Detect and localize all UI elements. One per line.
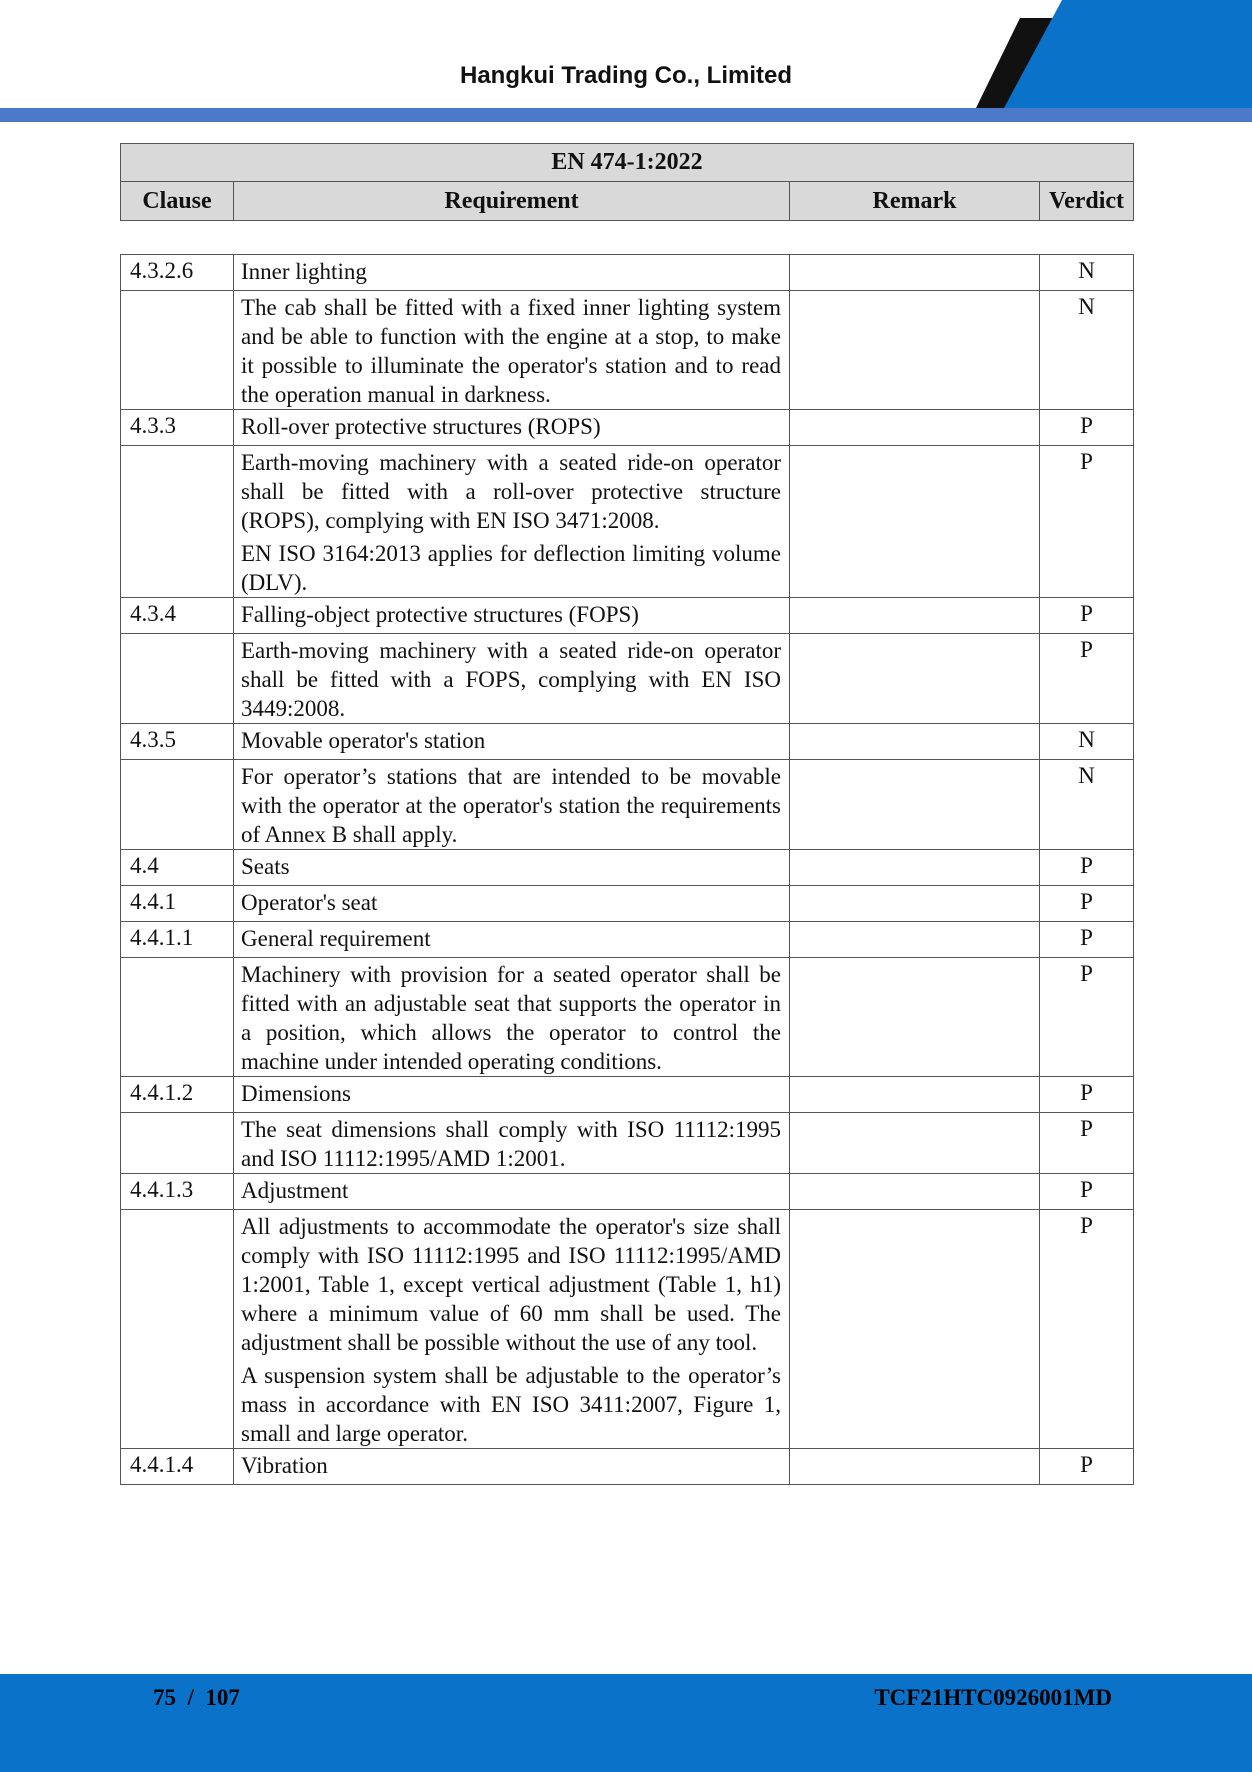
requirement-cell: [234, 1449, 790, 1485]
table-row: [121, 1210, 1134, 1449]
verdict-cell: P: [1040, 886, 1134, 922]
table-row: [121, 1449, 1134, 1485]
requirement-cell: [234, 1113, 790, 1174]
page-number: 75 / 107: [153, 1685, 240, 1710]
remark-cell: [790, 255, 1040, 291]
column-header-verdict: Verdict: [1040, 182, 1134, 221]
table-row: [121, 922, 1134, 958]
remark-cell: [790, 958, 1040, 1077]
remark-cell: [790, 1113, 1040, 1174]
remark-cell: [790, 291, 1040, 410]
verdict-cell: P: [1040, 922, 1134, 958]
clause-cell: [121, 760, 234, 850]
requirement-cell: [234, 922, 790, 958]
requirement-cell: [234, 446, 790, 598]
requirement-text: All adjustments to accommodate the operator's size shall comply with ISO 11112:1995 and ISO 11112:1995/AMD 1:2001, Table 1, except vertical adjustment (Table 1, h1) where a minimum value of 60 mm shall be used. The adjustment shall be possible without the use of any tool.: [241, 1214, 781, 1355]
clause-cell: [121, 1113, 234, 1174]
clause-cell: 4.3.2.6: [121, 255, 234, 291]
requirement-cell: [234, 886, 790, 922]
verdict-cell: P: [1040, 634, 1134, 724]
requirement-text: Seats: [241, 854, 290, 879]
table-row: [121, 850, 1134, 886]
requirement-text: The cab shall be fitted with a fixed inner lighting system and be able to function with the engine at a stop, to make it possible to illuminate the operator's station and to read the operation manual in darkness.: [241, 295, 781, 407]
requirements-table: [120, 254, 1134, 1485]
clause-cell: 4.4.1: [121, 886, 234, 922]
verdict-cell: N: [1040, 291, 1134, 410]
table-row: [121, 1174, 1134, 1210]
requirement-text: For operator’s stations that are intended to be movable with the operator at the operator's station the requirements of Annex B shall apply.: [241, 764, 781, 847]
remark-cell: [790, 446, 1040, 598]
requirement-text: Movable operator's station: [241, 728, 486, 753]
requirement-text: Machinery with provision for a seated operator shall be fitted with an adjustable seat that supports the operator in a position, which allows the operator to control the machine under intended operating conditions.: [241, 962, 781, 1074]
verdict-cell: P: [1040, 958, 1134, 1077]
requirement-text: Roll-over protective structures (ROPS): [241, 414, 601, 439]
remark-cell: [790, 1077, 1040, 1113]
verdict-cell: P: [1040, 1077, 1134, 1113]
verdict-cell: N: [1040, 724, 1134, 760]
header-corner-decoration: [0, 0, 1252, 122]
table-row: [121, 291, 1134, 410]
table-row: [121, 598, 1134, 634]
requirement-text: General requirement: [241, 926, 431, 951]
requirement-cell: [234, 760, 790, 850]
table-row: [121, 958, 1134, 1077]
remark-cell: [790, 1449, 1040, 1485]
column-header-requirement: Requirement: [234, 182, 790, 221]
requirement-text: Inner lighting: [241, 259, 367, 284]
remark-cell: [790, 1210, 1040, 1449]
requirement-text: Vibration: [241, 1453, 328, 1478]
clause-cell: 4.4.1.3: [121, 1174, 234, 1210]
table-row: [121, 1077, 1134, 1113]
verdict-cell: P: [1040, 1174, 1134, 1210]
header-bar: [0, 108, 1252, 122]
verdict-cell: N: [1040, 255, 1134, 291]
clause-cell: [121, 1210, 234, 1449]
clause-cell: 4.4.1.4: [121, 1449, 234, 1485]
table-row: [121, 760, 1134, 850]
requirement-text: EN ISO 3164:2013 applies for deflection limiting volume (DLV).: [241, 541, 781, 595]
verdict-cell: P: [1040, 1113, 1134, 1174]
clause-cell: [121, 634, 234, 724]
clause-cell: [121, 291, 234, 410]
requirement-cell: [234, 598, 790, 634]
table-row: [121, 446, 1134, 598]
requirement-cell: [234, 724, 790, 760]
remark-cell: [790, 410, 1040, 446]
clause-cell: 4.3.4: [121, 598, 234, 634]
table-row: [121, 724, 1134, 760]
clause-cell: 4.3.5: [121, 724, 234, 760]
requirement-cell: [234, 850, 790, 886]
standard-header-table: [120, 143, 1134, 221]
remark-cell: [790, 850, 1040, 886]
requirement-text: Adjustment: [241, 1178, 349, 1203]
requirement-cell: [234, 255, 790, 291]
clause-cell: 4.3.3: [121, 410, 234, 446]
column-header-clause: Clause: [121, 182, 234, 221]
verdict-cell: P: [1040, 1210, 1134, 1449]
requirement-text: Earth-moving machinery with a seated ride-on operator shall be fitted with a roll-over protective structure (ROPS), complying with EN ISO 3471:2008.: [241, 450, 781, 533]
remark-cell: [790, 598, 1040, 634]
table-row: [121, 410, 1134, 446]
requirement-cell: [234, 410, 790, 446]
requirement-cell: [234, 1077, 790, 1113]
clause-cell: 4.4.1.1: [121, 922, 234, 958]
verdict-cell: N: [1040, 760, 1134, 850]
remark-cell: [790, 760, 1040, 850]
remark-cell: [790, 724, 1040, 760]
company-name: Hangkui Trading Co., Limited: [459, 62, 792, 89]
table-row: [121, 1113, 1134, 1174]
column-header-remark: Remark: [790, 182, 1040, 221]
verdict-cell: P: [1040, 446, 1134, 598]
table-row: [121, 255, 1134, 291]
requirement-text: Falling-object protective structures (FOPS): [241, 602, 639, 627]
table-row: [121, 634, 1134, 724]
remark-cell: [790, 886, 1040, 922]
clause-cell: [121, 958, 234, 1077]
requirement-cell: [234, 1174, 790, 1210]
requirement-text: Earth-moving machinery with a seated ride-on operator shall be fitted with a FOPS, complying with EN ISO 3449:2008.: [241, 638, 781, 721]
verdict-cell: P: [1040, 1449, 1134, 1485]
requirement-text: Operator's seat: [241, 890, 378, 915]
requirement-cell: [234, 634, 790, 724]
requirement-text: The seat dimensions shall comply with ISO 11112:1995 and ISO 11112:1995/AMD 1:2001.: [241, 1117, 781, 1171]
requirement-cell: [234, 1210, 790, 1449]
requirement-cell: [234, 958, 790, 1077]
standard-title: EN 474-1:2022: [121, 144, 1134, 182]
verdict-cell: P: [1040, 598, 1134, 634]
clause-cell: 4.4: [121, 850, 234, 886]
verdict-cell: P: [1040, 850, 1134, 886]
clause-cell: 4.4.1.2: [121, 1077, 234, 1113]
requirement-cell: [234, 291, 790, 410]
verdict-cell: P: [1040, 410, 1134, 446]
table-row: [121, 886, 1134, 922]
report-number: TCF21HTC0926001MD: [874, 1685, 1112, 1710]
remark-cell: [790, 1174, 1040, 1210]
clause-cell: [121, 446, 234, 598]
requirement-text: Dimensions: [241, 1081, 351, 1106]
requirement-text: A suspension system shall be adjustable to the operator’s mass in accordance with EN ISO 3411:2007, Figure 1, small and large operator.: [241, 1363, 781, 1446]
remark-cell: [790, 634, 1040, 724]
remark-cell: [790, 922, 1040, 958]
